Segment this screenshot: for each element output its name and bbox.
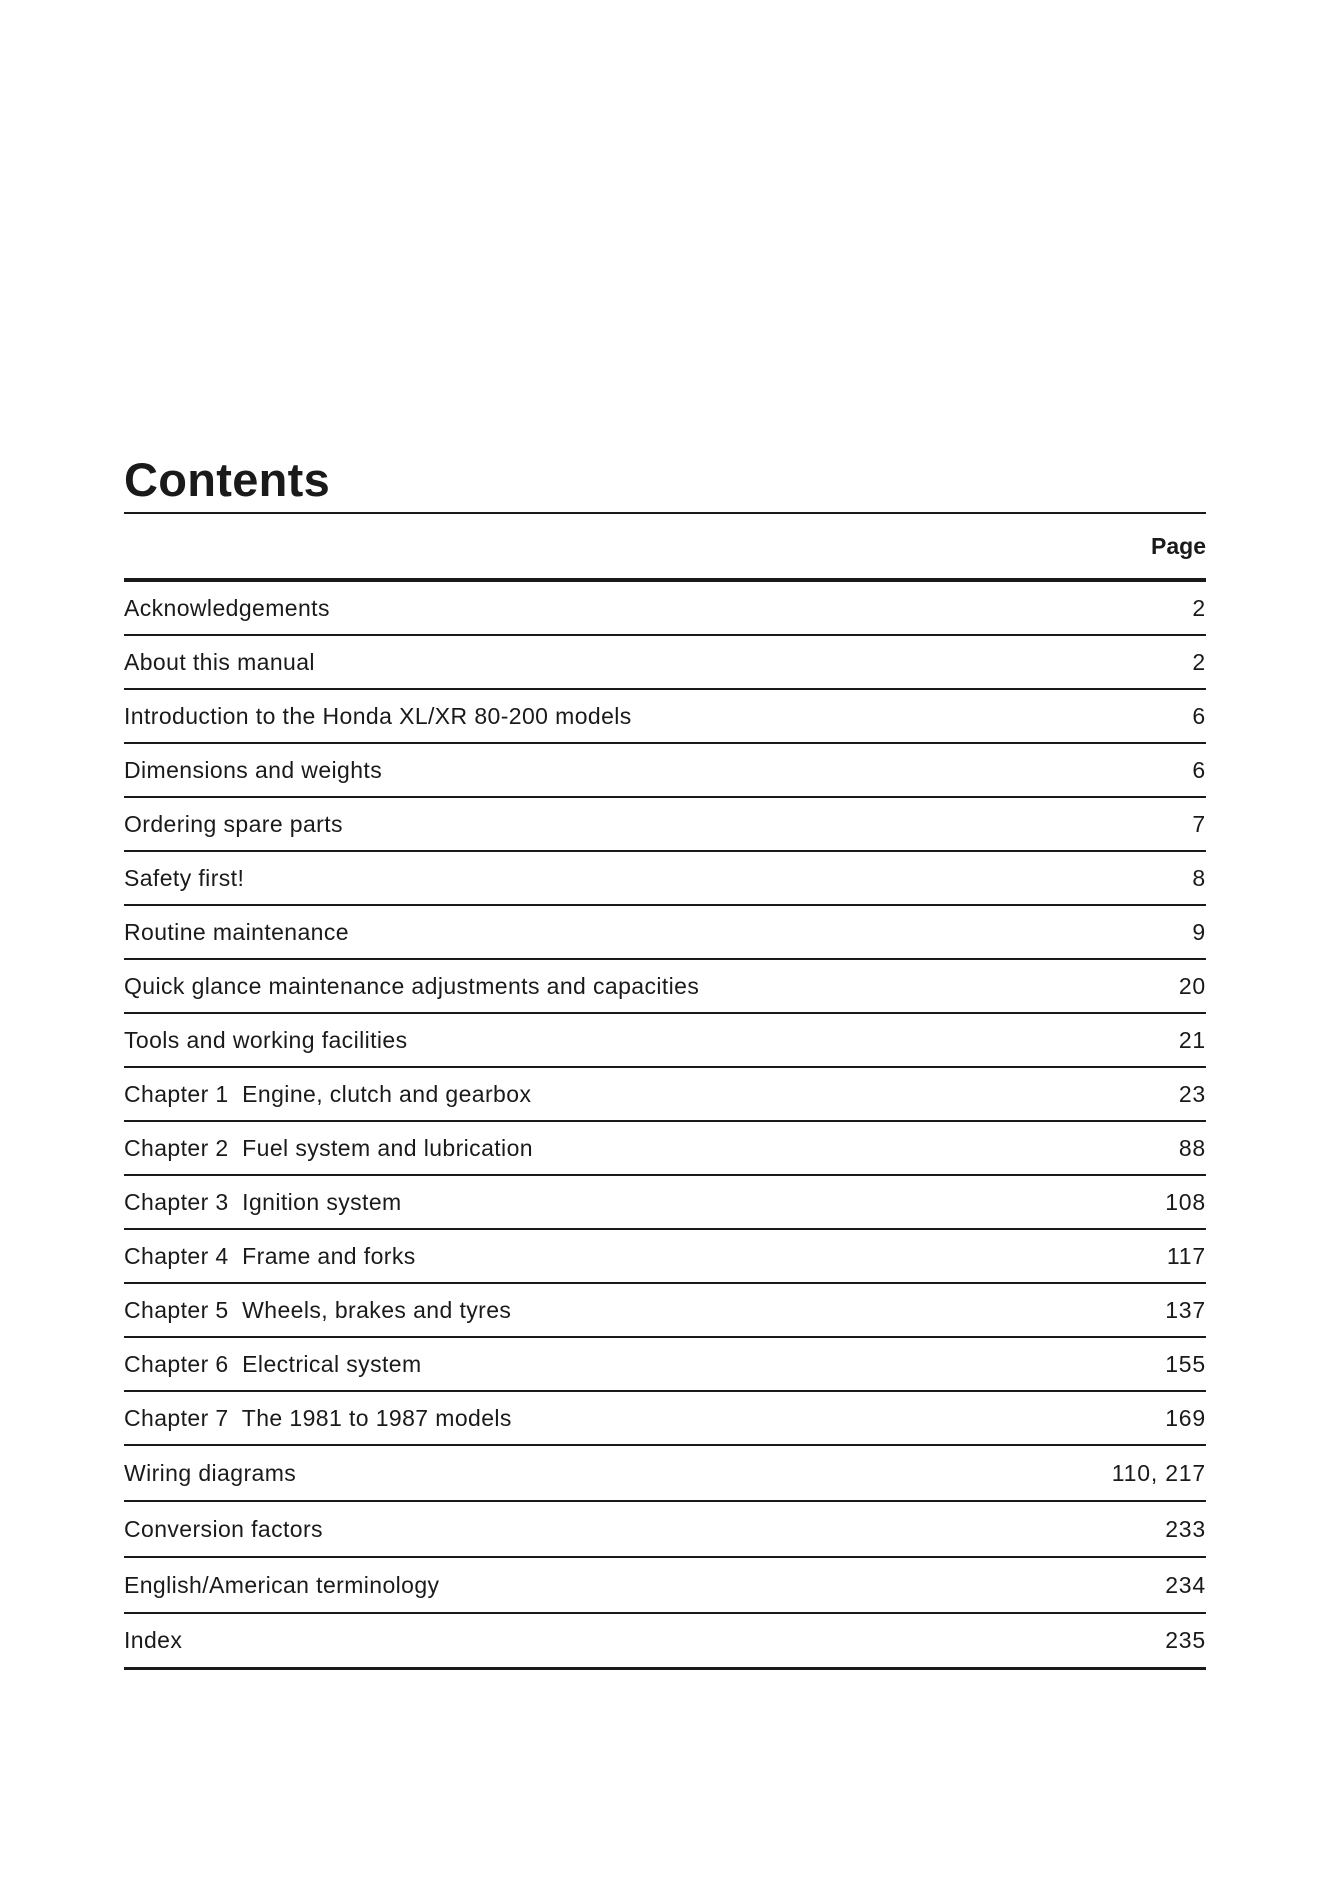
toc-entry-page-number: 169 bbox=[1165, 1404, 1206, 1431]
toc-entry[interactable] bbox=[124, 1284, 1206, 1338]
toc-entry-page-number: 155 bbox=[1165, 1350, 1206, 1377]
toc-entry-label: Index bbox=[124, 1627, 183, 1653]
toc-entry-label: Chapter 6 Electrical system bbox=[124, 1350, 422, 1377]
toc-entry-label: Chapter 4 Frame and forks bbox=[124, 1242, 416, 1269]
toc-entry[interactable] bbox=[124, 906, 1206, 960]
toc-entry-label: Routine maintenance bbox=[124, 918, 349, 945]
toc-entry[interactable] bbox=[124, 1614, 1206, 1670]
toc-entry-label: Chapter 2 Fuel system and lubrication bbox=[124, 1134, 533, 1161]
toc-entry-label: Wiring diagrams bbox=[124, 1459, 297, 1486]
toc-entry-page-number: 108 bbox=[1165, 1188, 1206, 1215]
toc-entry[interactable] bbox=[124, 582, 1206, 636]
toc-entry[interactable] bbox=[124, 852, 1206, 906]
toc-entry-label: Chapter 1 Engine, clutch and gearbox bbox=[124, 1080, 532, 1107]
contents-page bbox=[124, 448, 1206, 1670]
toc-entry-label: Ordering spare parts bbox=[124, 810, 343, 837]
toc-entry[interactable] bbox=[124, 1338, 1206, 1392]
toc-entry-label: Dimensions and weights bbox=[124, 756, 383, 783]
toc-entry[interactable] bbox=[124, 1122, 1206, 1176]
toc-entry-page-number: 137 bbox=[1165, 1296, 1206, 1323]
toc-entry[interactable] bbox=[124, 744, 1206, 798]
toc-entry[interactable] bbox=[124, 1230, 1206, 1284]
toc-entry[interactable] bbox=[124, 1502, 1206, 1558]
toc-entry[interactable] bbox=[124, 1068, 1206, 1122]
page-title: Contents bbox=[124, 453, 331, 506]
toc-entry-page-number: 2 bbox=[1192, 594, 1206, 621]
toc-entry[interactable] bbox=[124, 960, 1206, 1014]
toc-entry[interactable] bbox=[124, 636, 1206, 690]
toc-entry-page-number: 7 bbox=[1192, 810, 1206, 837]
toc-entry-label: Chapter 5 Wheels, brakes and tyres bbox=[124, 1296, 512, 1323]
toc-entry-page-number: 117 bbox=[1166, 1242, 1206, 1269]
toc-entry-label: Conversion factors bbox=[124, 1515, 323, 1542]
toc-entry[interactable] bbox=[124, 1446, 1206, 1502]
toc-entry-page-number: 20 bbox=[1178, 972, 1206, 999]
toc-entry[interactable] bbox=[124, 690, 1206, 744]
toc-entry-page-number: 9 bbox=[1192, 918, 1206, 945]
toc-entry[interactable] bbox=[124, 1014, 1206, 1068]
toc-entry-page-number: 8 bbox=[1192, 864, 1206, 891]
toc-entry-page-number: 110, 217 bbox=[1111, 1459, 1206, 1486]
toc-entry-label: Acknowledgements bbox=[124, 594, 330, 621]
toc-entry-page-number: 23 bbox=[1178, 1080, 1206, 1107]
toc-entry-page-number: 6 bbox=[1192, 756, 1206, 783]
toc-entry-page-number: 6 bbox=[1192, 702, 1206, 729]
page-column-label: Page bbox=[1151, 532, 1206, 559]
toc-entry-page-number: 233 bbox=[1165, 1515, 1206, 1542]
toc-entry-page-number: 2 bbox=[1192, 648, 1206, 675]
toc-entry[interactable] bbox=[124, 798, 1206, 852]
toc-list bbox=[124, 582, 1206, 1670]
toc-entry-page-number: 235 bbox=[1165, 1627, 1206, 1653]
toc-entry-label: Chapter 3 Ignition system bbox=[124, 1188, 402, 1215]
toc-entry-label: Introduction to the Honda XL/XR 80-200 models bbox=[124, 702, 632, 729]
toc-entry-page-number: 88 bbox=[1178, 1134, 1206, 1161]
toc-entry-label: Tools and working facilities bbox=[124, 1026, 408, 1053]
toc-entry[interactable] bbox=[124, 1558, 1206, 1614]
toc-entry-label: Chapter 7 The 1981 to 1987 models bbox=[124, 1404, 512, 1431]
toc-entry[interactable] bbox=[124, 1176, 1206, 1230]
toc-entry-label: English/American terminology bbox=[124, 1571, 440, 1598]
page-column-header bbox=[124, 514, 1206, 578]
toc-entry-page-number: 21 bbox=[1178, 1026, 1206, 1053]
toc-entry[interactable] bbox=[124, 1392, 1206, 1446]
toc-entry-label: Quick glance maintenance adjustments and capacities bbox=[124, 972, 700, 999]
toc-entry-page-number: 234 bbox=[1165, 1571, 1206, 1598]
toc-entry-label: About this manual bbox=[124, 648, 315, 675]
toc-entry-label: Safety first! bbox=[124, 864, 245, 891]
